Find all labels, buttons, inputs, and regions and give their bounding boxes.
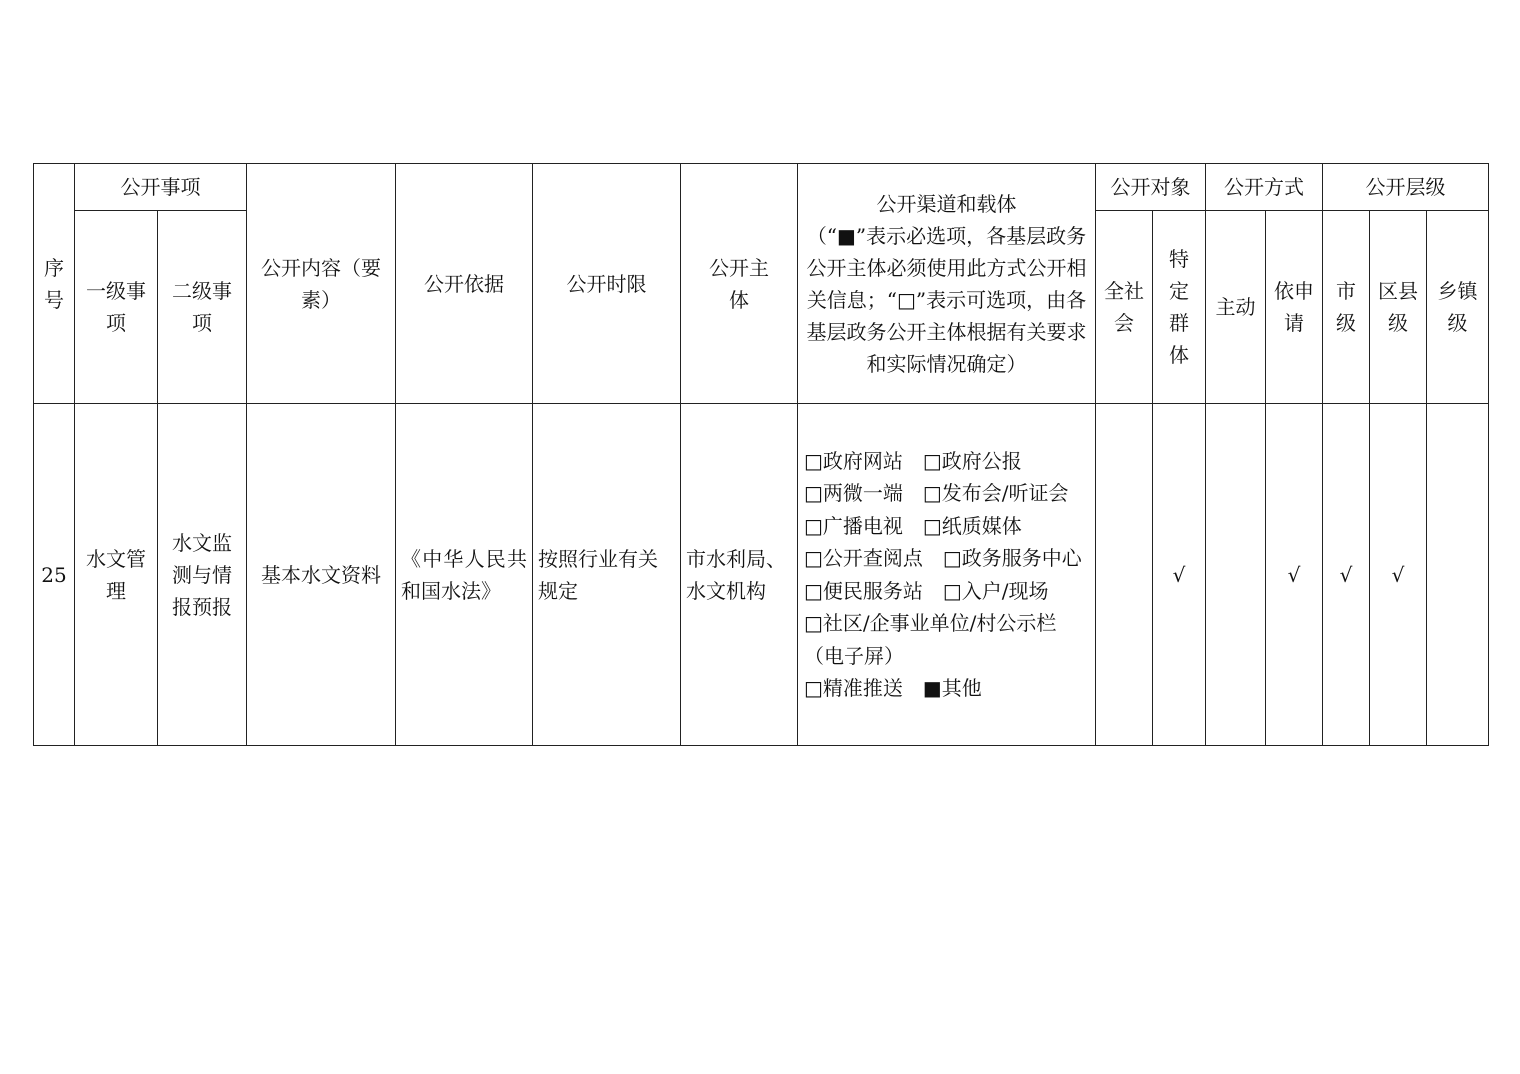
cell-time-limit: 按照行业有关规定 [533,404,681,746]
cell-content: 基本水文资料 [247,404,396,746]
channel-line: □社区/企事业单位/村公示栏（电子屏） [804,611,1057,668]
cell-basis: 《中华人民共和国水法》 [396,404,533,746]
channel-title: 公开渠道和载体 [876,191,1017,216]
header-level1: 一级事项 [75,211,158,404]
header-level2: 二级事项 [158,211,247,404]
header-object-specific: 特定群体 [1153,211,1206,404]
header-method-apply: 依申请 [1266,211,1323,404]
header-level-county: 区县级 [1370,211,1427,404]
table-row [34,404,1489,746]
header-level-city: 市级 [1323,211,1370,404]
header-subject: 公开主体 [681,164,798,404]
channel-line: □便民服务站 □入户/现场 [804,578,1049,603]
cell-subject: 市水利局、水文机构 [681,404,798,746]
header-seq: 序号 [34,164,75,404]
header-object-group: 公开对象 [1096,164,1206,211]
header-item-group: 公开事项 [75,164,247,211]
header-method-active: 主动 [1206,211,1266,404]
header-channels [798,164,1096,404]
cell-object-all [1096,404,1153,746]
cell-level-city: √ [1323,404,1370,746]
cell-method-apply: √ [1266,404,1323,746]
header-content: 公开内容（要素） [247,164,396,404]
channel-line: □公开查阅点 □政务服务中心 [804,546,1082,570]
channel-line: □广播电视 □纸质媒体 [804,513,1022,538]
header-level-town: 乡镇级 [1427,211,1489,404]
cell-level2: 水文监测与情报预报 [158,404,247,746]
header-row-1 [34,164,1489,211]
channel-note: （“■”表示必选项，各基层政务公开主体必须使用此方式公开相关信息；“□”表示可选项，由各基层政务公开主体根据有关要求和实际情况确定） [806,223,1087,376]
header-object-all: 全社会 [1096,211,1153,404]
cell-level1: 水文管理 [75,404,158,746]
cell-object-specific: √ [1153,404,1206,746]
cell-seq: 25 [34,404,75,746]
header-level-group: 公开层级 [1323,164,1489,211]
cell-level-town [1427,404,1489,746]
header-method-group: 公开方式 [1206,164,1323,211]
header-basis: 公开依据 [396,164,533,404]
channel-line: □两微一端 □发布会/听证会 [804,481,1069,505]
cell-method-active [1206,404,1266,746]
header-time-limit: 公开时限 [533,164,681,404]
channel-line: □精准推送 ■其他 [804,676,982,700]
channel-line: □政府网站 □政府公报 [804,448,1022,473]
cell-level-county: √ [1370,404,1427,746]
disclosure-table [33,163,1489,746]
cell-channels [798,404,1096,746]
